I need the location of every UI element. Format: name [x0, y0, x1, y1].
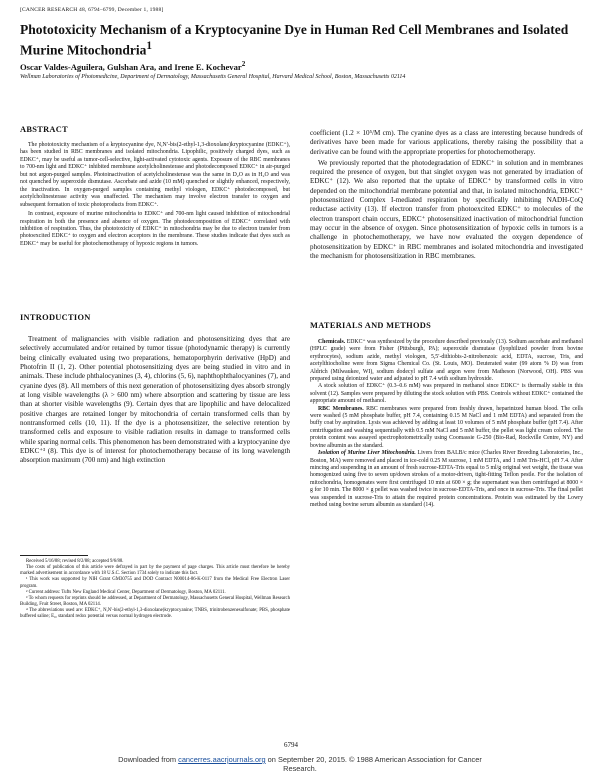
footnote-funding: ¹ This work was supported by NIH Grant GM30755 and DOD Contract N00014-86-K-0117 from the Medical Free Electron Laser program.	[20, 577, 290, 589]
methods-text-chemicals: EDKC⁺ was synthesized by the procedure described previously (13). Sodium ascorbate and methanol (HPLC grade) were from Fisher (Pittsburgh, PA); superoxide dismutase (lyophilized powder from bovine erythrocytes), sodium azide, methyl viologen, 5,5′-dithiobis-2-nitrobenzoic acid, EDTA, sucrose, Tris, and acetylthiocholine were from Sigma Chemical Co. (St. Louis, MO). Deuterated water (99 atom % D) was from Aldrich (Milwaukee, WI), sodium dodecyl sulfate and argon were from Matheson (Norwood, OH). PBS was prepared using deionized water and adjusted to pH 7.4 with sodium hydroxide.	[310, 339, 583, 383]
abstract-heading: ABSTRACT	[20, 125, 69, 134]
running-head: [CANCER RESEARCH 48, 6794–6799, December 1, 1988]	[20, 7, 164, 13]
footnote-abbreviations: ⁴ The abbreviations used are: EDKC⁺, N,N′-bis(2-ethyl-1,3-dioxolane)kryptocyanine; TNBS, trinitrobenzenesulfonate; PBS, phosphate buffered saline; E₀, standard redox potential versus normal hydrogen electrode.	[20, 608, 290, 620]
download-footer	[0, 755, 600, 773]
methods-subhead-chemicals: Chemicals.	[318, 339, 346, 345]
footer-suffix: on September 20, 2015. © 1988 American Association for Cancer	[265, 755, 482, 764]
introduction-paragraph: Treatment of malignancies with visible radiation and photosensitizing dyes that are selectively accumulated and/or retained by tumor tissue (photodynamic therapy) is currently being clinically evaluated using two preparations, hematoporphyrin derivative (HpD) and Photofrin II (1, 2). Other potential photosensitizing dyes are being studied in vitro and in animals. These include phthalocyanines (3, 4), chlorins (5, 6), naphthophthalocyanines (7), and cyanine dyes (8). All members of this next generation of photosensitizing dyes absorb strongly at long visible wavelengths (λ > 600 nm) where absorption and scattering by tissue are less than at shorter visible wavelengths (9). Certain dyes that are lipophilic and have delocalized positive charges are retained longer by mitochondria of certain transformed cells than by nontransformed cells (10, 11). If the dye is a photosensitizer, the selective retention by transformed cells and exposure to visible radiation results in damage to transformed cells while sparing normal cells. This phenomenon has been demonstrated with a kryptocyanine dye EDKC⁺³ (8). This dye is of interest for photochemotherapy because of its long wavelength absorption maximum (700 nm) and high extinction	[20, 335, 290, 465]
methods-text-mitochondria: Livers from BALB/c mice (Charles River Breeding Laboratories, Inc., Boston, MA) were removed and placed in ice-cold 0.25 M sucrose, 1 mM EDTA, and 1 mM Tris-HCl, pH 7.4. After mincing and suspending in an amount of fresh sucrose-EDTA-Tris equal to 5 ml/g original wet weight, the tissue was homogenized using five to seven up/down strokes of a motor-driven, tight-fitting Teflon pestle. For the isolation of mitochondria, homogenates were first centrifuged 10 min at 600 × g; the supernatant was then centrifuged at 8000 × g for 10 min. The 8000 × g pellet was washed twice in sucrose-EDTA-Tris, and once in sucrose-Tris. The final pellet was suspended in sucrose-Tris to attain the required protein concentrations. Protein was estimated by the Lowry method using bovine serum albumin as standard (14).	[310, 450, 583, 508]
methods-paragraph-mitochondria	[310, 450, 583, 509]
introduction-continued	[310, 129, 583, 261]
left-column	[20, 125, 290, 680]
methods-subhead-mitochondria: Isolation of Murine Liver Mitochondria.	[318, 450, 416, 457]
footnote-received: Received 5/16/88; revised 8/2/88; accepted 9/6/88.	[26, 559, 124, 564]
introduction-heading: INTRODUCTION	[20, 313, 91, 322]
footnote-page-charges: The costs of publication of this article were defrayed in part by the payment of page charges. This article must therefore be hereby marked advertisement in accordance with 18 U.S.C. Section 1734 solely to indicate this fact.	[20, 565, 290, 577]
footnote-current-address: ² Current address: Tufts New England Medical Center, Department of Dermatology, Boston, MA 02111.	[26, 589, 226, 595]
authors-footnote-marker: 2	[241, 60, 246, 68]
methods-subhead-rbc: RBC Membranes.	[318, 405, 364, 412]
methods-paragraph-rbc	[310, 406, 583, 450]
authors-text: Oscar Valdes-Aguilera, Gulshan Ara, and Irene E. Kochevar	[20, 61, 242, 72]
page-number: 6794	[284, 741, 298, 749]
footnote-divider	[20, 555, 88, 556]
abstract-paragraph-1: The phototoxicity mechanism of a kryptocyanine dye, N,N′-bis(2-ethyl-1,3-dioxolane)kryptocyanine (EDKC⁺), has been studied in RBC membranes and isolated mitochondria. Lipophilic, positively charged dyes, such as EDKC⁺, may be useful as tumor-cell-selective, light-activated cytotoxic agents. Exposure of the RBC membranes to 700-nm light and EDKC⁺ inhibited membrane acetylcholinesterase and photodecomposed EDKC⁺ in air-purged but not argon-purged samples. Photoinactivation of acetylcholinesterase was the same in D₂O as in H₂O and was not quenched by superoxide dismutase. Ascorbate and azide (10 mM) quenched or slightly enhanced, respectively, the inactivation. In oxygen-purged samples containing methyl viologen, EDKC⁺ photodecomposed, but acetylcholinesterase activity was unaffected. The mechanism may involve electron transfer to oxygen and subsequent formation of toxic photoproducts from EDKC⁺.	[20, 142, 290, 208]
affiliation: Wellman Laboratories of Photomedicine, Department of Dermatology, Massachusetts General Hospital, Harvard Medical School, Boston, Massachusetts 02114	[20, 74, 406, 80]
title-footnote-marker: 1	[146, 40, 152, 52]
materials-methods-body	[310, 339, 583, 509]
intro-continued-paragraph-1: coefficient (1.2 × 10⁵/M cm). The cyanine dyes as a class are interesting because hundreds of derivatives have been made for various applications, thereby raising the possibility that a derivative can be found with the appropriate properties for photochemotherapy.	[310, 129, 583, 156]
right-column	[310, 125, 583, 735]
methods-text-stock: A stock solution of EDKC⁺ (0.3–0.6 mM) was prepared in methanol since EDKC⁺ is thermally stable in this solvent (12). Samples were prepared by diluting the stock solution with PBS. Controls without EDKC⁺ contained the appropriate amount of methanol.	[310, 383, 583, 405]
footer-line-1	[0, 755, 600, 764]
methods-paragraph-stock	[310, 383, 583, 405]
materials-methods-heading: MATERIALS AND METHODS	[310, 321, 432, 330]
article-title	[20, 22, 580, 59]
methods-text-rbc: RBC membranes were prepared from freshly drawn, heparinized human blood. The cells were washed (5 mM phosphate buffer, pH 7.4, containing 0.15 M NaCl and 1 mM EDTA) and separated from the buffy coat by aspiration. Lysis was achieved by adding at least 10 volumes of 5 mM phosphate buffer (pH 7.4). After centrifugation and washing sequentially with 0.5 mM NaCl and 5 mM buffer, the pellet was light cream colored. The protein content was assayed spectrophotometrically using Coomassie G-250 (Bio-Rad, Rockville Centre, NY) and bovine albumin as the standard.	[310, 405, 583, 449]
abstract-paragraph-2: In contrast, exposure of murine mitochondria to EDKC⁺ and 700-nm light caused inhibition of mitochondrial respiration in both the presence and absence of oxygen. The photodecomposition of EDKC⁺ correlated with inhibition of respiration. Thus, the phototoxicity of EDKC⁺ in mitochondria may be due to electron transfer from photoexcited EDKC⁺ to oxygen and electron acceptors in the membrane. These studies indicate that dyes such as EDKC⁺ may be useful for photochemotherapy of hypoxic regions in tumors.	[20, 211, 290, 247]
footnote-reprints: ³ To whom requests for reprints should be addressed, at Department of Dermatology, Massachusetts General Hospital, Wellman Research Building, Fruit Street, Boston, MA 02114.	[20, 595, 290, 608]
footnotes	[20, 559, 290, 621]
footer-prefix: Downloaded from	[118, 755, 179, 764]
author-list	[20, 60, 580, 72]
title-text: Phototoxicity Mechanism of a Kryptocyanine Dye in Human Red Cell Membranes and Isolated Murine Mitochondria	[20, 22, 569, 58]
intro-continued-paragraph-2: We previously reported that the photodegradation of EDKC⁺ in solution and in membranes required the presence of oxygen, but that singlet oxygen was not generated by irradiation of EDKC⁺ (12). We also reported that the uptake of EDKC⁺ by transformed cells in vitro depended on the mitochondrial membrane potential and that, in isolated mitochondria, EDKC⁺ photosensitized Complex I-mediated respiration by specifically inhibiting NADH-CoQ reductase activity (13). If electron transfer from photoexcited EDKC⁺ to molecules of the electron transport chain occurs, EDKC⁺ photosensitized inactivation of mitochondrial function may occur in the absence of oxygen. Since photosensitization of hypoxic cells in tumors is a challenge in photochemotherapy, we have now evaluated the oxygen dependence of photosensitization by EDKC⁺ in RBC membranes and isolated mitochondria and investigated the mechanism for photosensitization in RBC membranes.	[310, 158, 583, 260]
methods-paragraph-chemicals	[310, 339, 583, 383]
footer-line-2: Research.	[283, 764, 317, 773]
footer-journal-link[interactable]: cancerres.aacrjournals.org	[178, 755, 266, 764]
